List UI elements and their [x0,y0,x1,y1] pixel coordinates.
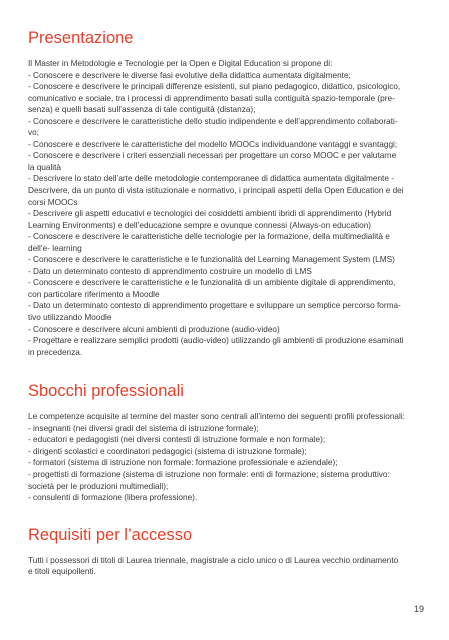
text-line: Learning Environments) e dell’educazione sempre e ovunque connessi (Always-on education) [28,220,372,230]
text-line: la qualità [28,162,62,172]
text-line: - Conoscere e descrivere alcuni ambienti di produzione (audio-video) [28,324,280,334]
text-line: e titoli equipollenti. [28,567,96,577]
text-line: - educatori e pedagogisti (nei diversi contesti di istruzione formale e non formale); [28,435,326,445]
text-line: - Conoscere e descrivere le principali differenze esistenti, sul piano pedagogico, didattico, psicologico, [28,82,401,92]
text-line: - Conoscere e descrivere le caratteristiche delle tecnologie per la formazione, della multimedialità e [28,232,390,242]
text-line: in precedenza. [28,347,83,357]
text-line: - Descrivere lo stato dell’arte delle metodologie contemporanee di didattica aumentata digitalmente - [28,174,394,184]
text-line: - Dato un determinato contesto di apprendimento costruire un modello di LMS [28,266,312,276]
text-line: - insegnanti (nei diversi gradi del sistema di istruzione formale); [28,423,259,433]
text-line: - progettisti di formazione (sistema di istruzione non formale: enti di formazione; sistema produttivo: [28,469,390,479]
section-title-presentazione: Presentazione [28,29,134,47]
text-line: - Dato un determinato contesto di apprendimento progettare e sviluppare un semplice percorso forma- [28,301,401,311]
document-page [28,28,422,578]
text-line: con particolare riferimento a Moodle [28,289,160,299]
section-requisiti-accesso [28,525,422,578]
text-line: Il Master in Metodologie e Tecnologie per la Open e Digital Education si propone di: [28,59,333,68]
text-line: - Conoscere e descrivere le caratteristiche e le funzionalità di un ambiente digitale di apprendimento, [28,278,396,288]
section-title-sbocchi-professionali: Sbocchi professionali [28,382,184,401]
section-body-presentazione [28,58,422,358]
text-line: Tutti i possessori di titoli di Laurea triennale, magistrale a ciclo unico o di Laurea vecchio ordinamento [28,555,399,565]
text-line: tivo utilizzando Moodle [28,313,112,323]
text-line: - Conoscere e descrivere le caratteristiche dello studio indipendente e dell’apprendimento collaborati- [28,116,398,126]
text-line: comunicativo e sociale, tra i processi di apprendimento basati sulla contiguità spazio-temporale (pre- [28,93,395,103]
section-sbocchi-professionali [28,381,422,503]
text-line: vo; [28,128,40,138]
text-line: - Conoscere e descrivere le caratteristiche e le funzionalità del Learning Management System (LMS) [28,255,395,265]
text-line: dell’e- learning [28,243,82,253]
text-line: Le competenze acquisite al termine del master sono centrali all’interno dei seguenti profili professionali: [28,412,405,422]
text-line: - Conoscere e descrivere le diverse fasi evolutive della didattica aumentata digitalmente; [28,70,351,80]
text-line: Descrivere, da un punto di vista istituzionale e normativo, i principali aspetti della Open Education e dei [28,186,404,196]
text-line: senza) e quelli basati sull’assenza di tale contiguità (distanza); [28,105,256,115]
section-body-requisiti-accesso [28,555,422,578]
text-line: - consulenti di formazione (libera professione). [28,493,198,503]
page-number: 19 [413,604,424,614]
text-line: società per le produzioni multimediali); [28,481,169,491]
text-line: - Conoscere e descrivere le caratteristiche del modello MOOCs individuandone vantaggi e svantaggi; [28,139,398,149]
section-presentazione [28,28,422,358]
text-line: - formatori (sistema di istruzione non formale: formazione professionale e aziendale); [28,458,338,468]
text-line: - dirigenti scolastici e coordinatori pedagogici (sistema di istruzione formale); [28,446,307,456]
text-line: corsi MOOCs [28,197,78,207]
section-title-requisiti-accesso: Requisiti per l’accesso [28,525,193,544]
text-line: - Conoscere e descrivere i criteri essenziali necessari per progettare un corso MOOC e per valutarne [28,151,397,161]
text-line: - Progettare e realizzare semplici prodotti (audio-video) utilizzando gli ambienti di produzione esaminati [28,336,404,346]
text-line: - Descrivere gli aspetti educativi e tecnologici dei cosiddetti ambienti ibridi di apprendimento (Hybrid [28,209,392,219]
section-body-sbocchi-professionali [28,411,422,503]
